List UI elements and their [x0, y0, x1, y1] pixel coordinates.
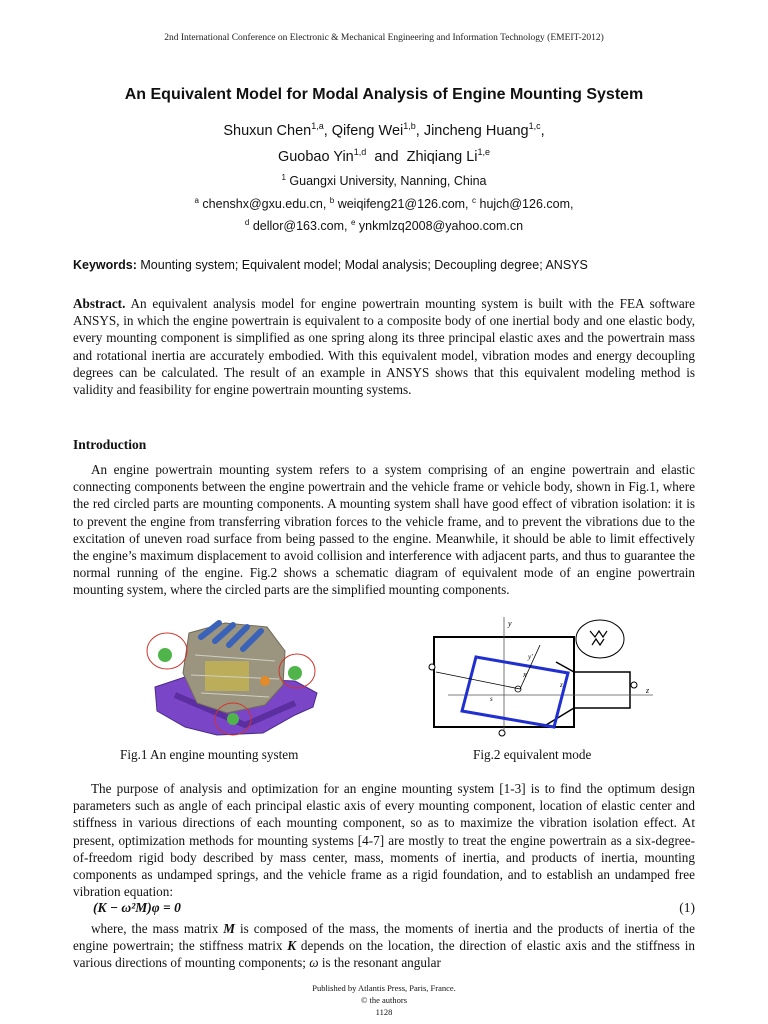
keywords-label: Keywords:: [73, 258, 137, 272]
abstract: [73, 295, 695, 398]
axis-label-s: s: [490, 695, 493, 703]
page-number: 1128: [375, 1007, 393, 1017]
author-sup: 1,e: [477, 147, 491, 157]
email: dellor@163.com,: [249, 219, 351, 234]
symbol-M: M: [223, 921, 236, 936]
affiliation: [0, 173, 768, 188]
email-sup: a: [194, 196, 199, 205]
author-and: and: [374, 148, 399, 165]
author-sup: 1,b: [403, 121, 416, 131]
abstract-label: Abstract.: [73, 296, 126, 311]
intro-text: An engine powertrain mounting system refers to a system comprising of an engine powertrain and elastic connecting components between the engine powertrain and the vehicle frame or vehicle body, shown in Fig.1, where the red circled parts are mounting components. A mounting system shall have good effect of vibration isolation: it is to prevent the engine from transferring vibration forces to the vehicle frame, and to prevent the vibrations due to the excitation of uneven road surface from being passed to the engine. Meanwhile, it should be able to limit effectively the engine’s maximum displacement to avoid collision and interference with adjacent parts, and thus to guarantee the normal running of the engine. Fig.2 shows a schematic diagram of equivalent mode of an engine powertrain mounting system, where the circled parts are the simplified mounting components.: [73, 462, 695, 598]
section-heading: Introduction: [73, 437, 147, 452]
engine-mounting-figure: [145, 615, 323, 743]
author-sup: 1,a: [311, 121, 324, 131]
body-text: is the resonant angular: [318, 955, 441, 971]
author-name: , Jincheng Huang: [415, 122, 529, 139]
paper-title: An Equivalent Model for Modal Analysis of Engine Mounting System: [124, 86, 644, 103]
author-name: Zhiqiang Li: [406, 148, 478, 165]
axis-label-zprime: z: [560, 681, 563, 689]
affiliation-sup: 1: [281, 173, 286, 182]
emails-line-2: [0, 218, 768, 233]
axis-label-z: z: [646, 686, 650, 695]
body-text: The purpose of analysis and optimization for an engine mounting system [1-3] is to find the optimum design parameters such as angle of each principal elastic axis of every mounting component, location of elastic center and stiffness in various directions of each mounting component, so as to maximize the vibration isolation effect. At present, optimization methods for mounting systems [4-7] are mostly to treat the engine powertrain as a six-degree-of-freedom rigid body described by mass center, mass, moments of inertia, and products of inertia, mounting components as undamped springs, and the vehicle frame as a rigid foundation, and to establish an undamped free vibration equation:: [73, 781, 695, 900]
body-paragraph-2: [73, 920, 695, 972]
axis-label-x: x: [523, 670, 527, 679]
equivalent-mode-figure: [428, 617, 660, 743]
footer-publisher: Published by Atlantis Press, Paris, France.: [312, 983, 456, 993]
body-paragraph: [73, 780, 695, 900]
email: hujch@126.com,: [476, 197, 574, 212]
keywords-text: Mounting system; Equivalent model; Modal analysis; Decoupling degree; ANSYS: [136, 258, 588, 272]
email-sup: c: [472, 196, 477, 205]
footer-copyright: © the authors: [360, 995, 408, 1005]
abstract-text: An equivalent analysis model for engine powertrain mounting system is built with the FEA software ANSYS, in which the engine powertrain is equivalent to a composite body of one inertial body and one elastic body, every mounting component is simplified as one spring along its three principal elastic axes and the powertrain mass and rotational inertia are accurately embodied. With this equivalent model, vibration modes and energy decoupling degrees can be calculated. The result of an example in ANSYS shows that this equivalent modeling method is validity and feasibility for engine powertrain mounting systems.: [73, 296, 695, 398]
email-sup: e: [350, 218, 356, 227]
body-text: depends on the location, the direction of elastic axis and the stiffness in various directions of mounting components;: [73, 938, 695, 971]
email-sup: d: [244, 218, 250, 227]
equation-number: (1): [679, 900, 695, 915]
email: chenshx@gxu.edu.cn,: [198, 197, 330, 212]
intro-paragraph: [73, 461, 695, 599]
body-text: where, the mass matrix: [91, 921, 224, 936]
authors-line-2: [0, 147, 768, 165]
axis-label-y: y: [508, 619, 512, 628]
fig1-caption: Fig.1 An engine mounting system: [120, 747, 299, 762]
author-name: Shuxun Chen: [223, 122, 312, 139]
email: weiqifeng21@126.com,: [334, 197, 473, 212]
symbol-K: K: [287, 938, 297, 954]
email-sup: b: [329, 196, 335, 205]
axis-label-yprime: y′: [528, 653, 533, 661]
equation-text: (K − ω²M)φ = 0: [93, 900, 181, 915]
equation-1: [93, 900, 695, 916]
email: ynkmlzq2008@yahoo.com.cn: [355, 219, 524, 234]
affiliation-text: Guangxi University, Nanning, China: [285, 174, 487, 189]
author-sup: 1,c: [528, 121, 541, 131]
author-name: Guobao Yin: [277, 148, 354, 165]
keywords: [73, 258, 703, 272]
author-name: , Qifeng Wei: [323, 122, 404, 139]
author-separator: ,: [540, 122, 545, 139]
author-sup: 1,d: [353, 147, 367, 157]
authors-line-1: [0, 121, 768, 139]
fig2-caption: Fig.2 equivalent mode: [473, 747, 592, 762]
body-text: is composed of the mass, the moments of inertia and the products of inertia of the engine powertrain; the stiffness matrix: [73, 921, 695, 954]
conference-header: 2nd International Conference on Electronic & Mechanical Engineering and Information Technology (EMEIT-2012): [164, 33, 604, 43]
symbol-omega: ω: [309, 955, 319, 971]
emails-line-1: [0, 196, 768, 211]
